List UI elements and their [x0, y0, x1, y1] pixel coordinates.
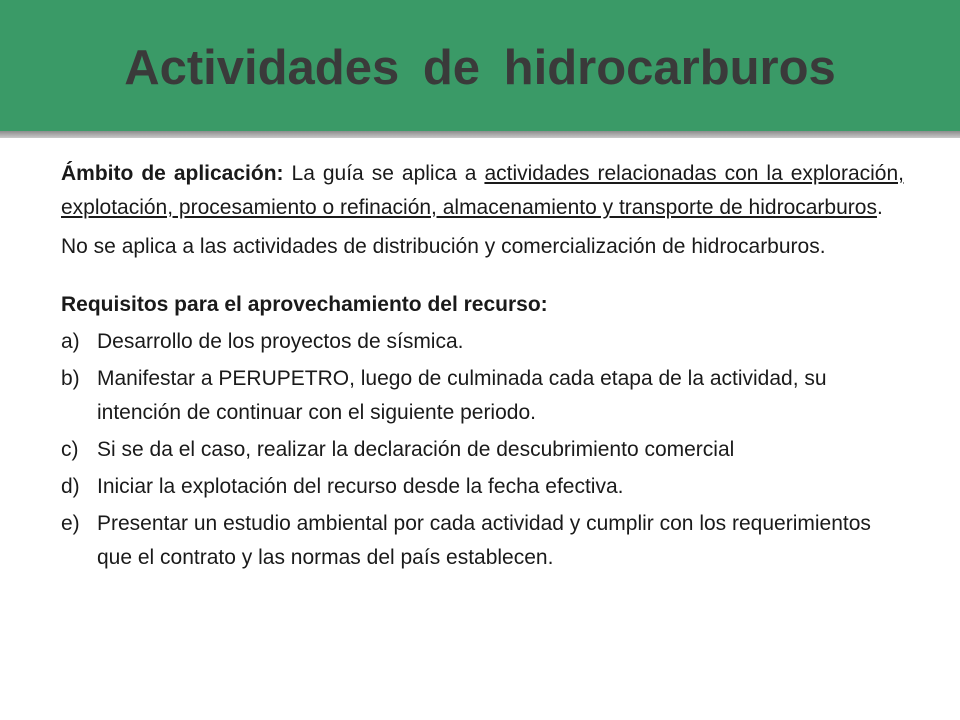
list-item-text: Desarrollo de los proyectos de sísmica. [97, 330, 464, 353]
list-item-marker: e) [61, 512, 80, 535]
scope-paragraph [61, 157, 904, 225]
scope-underlined-activities: actividades relacionadas con la exploración, explotación, procesamiento o refinación, almacenamiento y transporte de hidrocarburos [61, 162, 904, 219]
list-item [61, 507, 904, 575]
title-bar-shadow [0, 131, 960, 138]
list-item [61, 433, 904, 467]
slide-title: Actividades de hidrocarburos [124, 40, 836, 95]
scope-end: . [876, 196, 883, 219]
list-item [61, 362, 904, 430]
list-item [61, 470, 904, 504]
requirements-heading: Requisitos para el aprovechamiento del recurso: [61, 293, 548, 316]
list-item-text: Si se da el caso, realizar la declaración de descubrimiento comercial [97, 438, 735, 461]
list-item-marker: c) [61, 438, 79, 461]
list-item-text: Manifestar a PERUPETRO, luego de culminada cada etapa de la actividad, su intención de continuar con el siguiente periodo. [97, 367, 827, 424]
requirements-list [61, 325, 904, 575]
list-item-text: Presentar un estudio ambiental por cada actividad y cumplir con los requerimientos que el contrato y las normas del país establecen. [97, 512, 871, 569]
exclusion-paragraph: No se aplica a las actividades de distribución y comercialización de hidrocarburos. [61, 235, 826, 258]
list-item-marker: d) [61, 475, 80, 498]
scope-label: Ámbito de aplicación: [61, 162, 284, 185]
list-item-marker: b) [61, 367, 80, 390]
scope-intro: La guía se aplica a [283, 162, 485, 185]
list-item-marker: a) [61, 330, 80, 353]
slide-body [61, 157, 904, 575]
list-item [61, 325, 904, 359]
list-item-text: Iniciar la explotación del recurso desde la fecha efectiva. [97, 475, 624, 498]
